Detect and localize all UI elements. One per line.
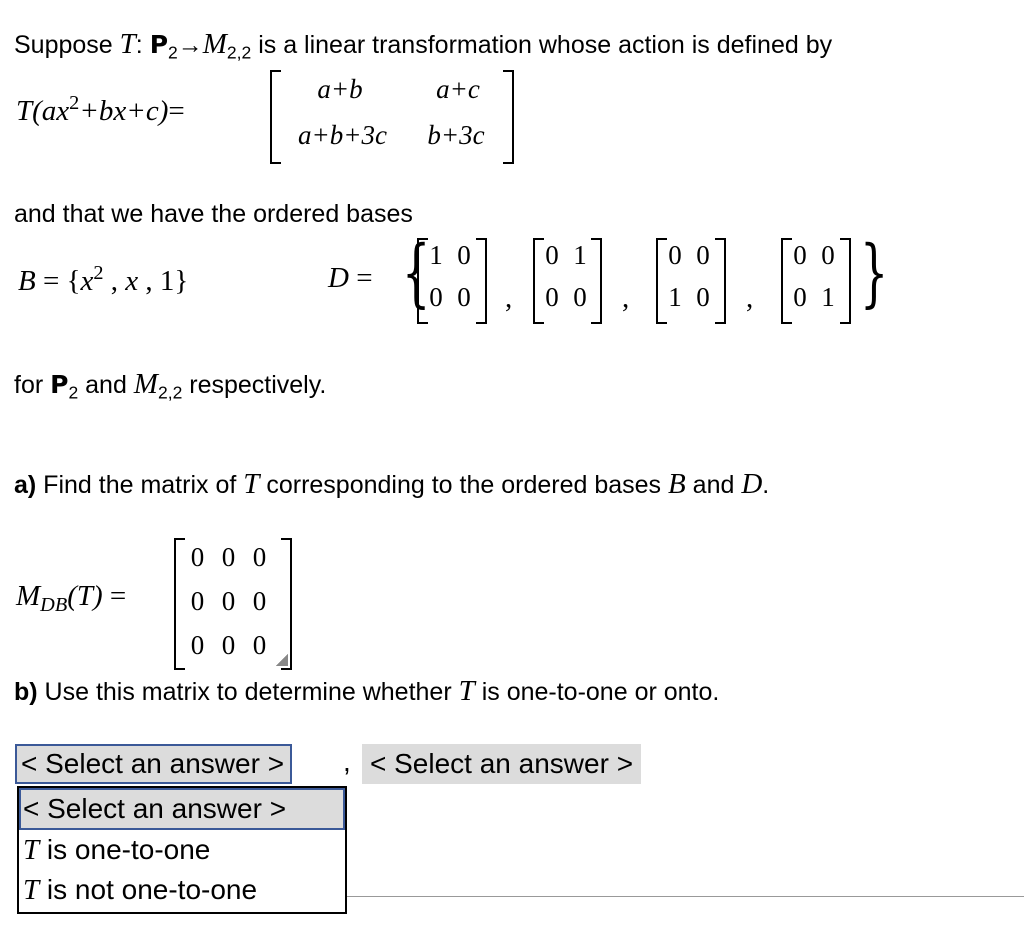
matrix-label xyxy=(16,580,126,617)
bases-intro: and that we have the ordered bases xyxy=(14,200,413,228)
part-b-label: b) xyxy=(14,678,38,706)
definition-bracket-right xyxy=(503,70,514,164)
definition-m21: a+b+3c xyxy=(298,120,387,150)
D-matrix-2-cell: 0 xyxy=(545,282,559,312)
resp-text-2: respectively. xyxy=(182,371,327,399)
matrix-label-M: M xyxy=(16,580,41,612)
symbol-P: P xyxy=(149,30,169,59)
definition-m11: a+b xyxy=(317,74,363,104)
symbol-D: D xyxy=(741,468,763,500)
select-onto-value: < Select an answer > xyxy=(370,748,634,779)
P-subscript: 2 xyxy=(68,382,79,403)
D-close-brace: } xyxy=(860,230,889,316)
definition-lhs xyxy=(16,92,185,128)
D-equals: = xyxy=(356,262,373,294)
option-placeholder-text: < Select an answer > xyxy=(23,793,287,824)
dropdown-option-one-to-one[interactable] xyxy=(19,832,210,868)
intro-text-1: Suppose xyxy=(14,31,120,59)
D-matrix-1-cell: 0 xyxy=(457,282,471,312)
B-open-brace: { xyxy=(66,265,81,298)
D-comma-1: , xyxy=(505,282,513,314)
dropdown-list xyxy=(17,786,347,914)
matrix-input-r3c3[interactable] xyxy=(246,627,273,664)
matrix-input-r2c1[interactable] xyxy=(184,583,211,620)
symbol-T: T xyxy=(119,28,136,60)
lhs-square: 2 xyxy=(69,92,80,114)
D-matrix-2-bracket-right xyxy=(591,238,602,324)
D-matrix-2-cell: 0 xyxy=(545,240,559,270)
B-element-x2: x xyxy=(80,265,94,298)
part-a-question xyxy=(14,468,769,501)
answer-separator: , xyxy=(343,746,351,777)
B-equals: = xyxy=(42,265,60,298)
part-a-text-1: Find the matrix of xyxy=(36,471,244,499)
symbol-T: T xyxy=(458,675,475,707)
D-matrix-1-cell: 0 xyxy=(429,282,443,312)
D-matrix-1-cell: 0 xyxy=(457,240,471,270)
D-comma-3: , xyxy=(746,282,754,314)
D-matrix-4-bracket-right xyxy=(840,238,851,324)
D-matrix-2-cell: 1 xyxy=(573,240,587,270)
matrix-input-r1c2[interactable] xyxy=(215,539,242,576)
D-matrix-1-bracket-right xyxy=(476,238,487,324)
lhs-ax: ax xyxy=(41,95,70,128)
matrix-input-r3c1[interactable] xyxy=(184,627,211,664)
select-one-to-one[interactable] xyxy=(15,744,292,784)
matrix-label-sub: DB xyxy=(40,594,68,617)
matrix-input-r1c3[interactable] xyxy=(246,539,273,576)
resp-text-1: for xyxy=(14,371,51,399)
select-onto[interactable] xyxy=(362,744,641,784)
lhs-close: ) xyxy=(158,95,169,128)
B-element-x2-exp: 2 xyxy=(93,262,104,284)
B-label: B xyxy=(18,265,36,298)
basis-B xyxy=(18,262,188,298)
B-element-x: x xyxy=(125,265,139,298)
matrix-input-r2c2[interactable] xyxy=(215,583,242,620)
D-matrix-3-cell: 0 xyxy=(696,240,710,270)
D-matrix-3-cell: 0 xyxy=(696,282,710,312)
D-matrix-2-cell: 0 xyxy=(573,282,587,312)
part-b-question xyxy=(14,675,719,708)
part-a-and: and xyxy=(685,471,742,499)
equals: = xyxy=(168,95,185,128)
option-not-one-to-one-text: is not one-to-one xyxy=(39,874,258,905)
colon: : xyxy=(135,31,143,59)
respectively-sentence xyxy=(14,368,326,403)
symbol-P: P xyxy=(50,370,69,399)
matrix-label-T: (T) xyxy=(67,580,103,612)
symbol-T: T xyxy=(243,468,260,500)
basis-D-label xyxy=(328,262,373,295)
D-matrix-4-cell: 0 xyxy=(793,282,807,312)
matrix-input-r3c2[interactable] xyxy=(215,627,242,664)
D-comma-2: , xyxy=(622,282,630,314)
option-T: T xyxy=(23,834,40,866)
D-matrix-4-cell: 0 xyxy=(821,240,835,270)
option-T: T xyxy=(23,874,40,906)
lhs-T: T( xyxy=(16,95,42,128)
part-b-text-2: is one-to-one or onto. xyxy=(474,678,720,706)
D-matrix-1-cell: 1 xyxy=(429,240,443,270)
D-label: D xyxy=(328,262,349,294)
symbol-B: B xyxy=(668,468,686,500)
definition-m12: a+c xyxy=(436,74,480,104)
arrow-icon: → xyxy=(177,31,203,59)
D-matrix-3-bracket-right xyxy=(715,238,726,324)
B-comma-2: , xyxy=(145,265,153,298)
matrix-input-r1c1[interactable] xyxy=(184,539,211,576)
resize-grip-icon[interactable] xyxy=(276,654,288,666)
matrix-equals: = xyxy=(109,580,127,612)
D-matrix-3-cell: 1 xyxy=(668,282,682,312)
P-subscript: 2 xyxy=(168,42,178,63)
select-one-to-one-value: < Select an answer > xyxy=(21,748,285,779)
D-matrix-4-cell: 1 xyxy=(821,282,835,312)
D-open-brace: { xyxy=(402,230,431,316)
matrix-input-r2c3[interactable] xyxy=(246,583,273,620)
part-a-text-2: corresponding to the ordered bases xyxy=(259,471,668,499)
lhs-rest: +bx+c xyxy=(79,95,159,128)
symbol-M: M xyxy=(202,28,227,60)
dropdown-option-placeholder[interactable] xyxy=(19,788,345,830)
part-b-text-1: Use this matrix to determine whether xyxy=(37,678,459,706)
answer-matrix-bracket-right xyxy=(281,538,292,670)
B-comma-1: , xyxy=(110,265,119,298)
D-matrix-4-cell: 0 xyxy=(793,240,807,270)
resp-and: and xyxy=(78,371,134,399)
horizontal-rule xyxy=(347,896,1024,897)
B-close-brace: } xyxy=(174,265,189,298)
M-subscript: 2,2 xyxy=(157,382,183,403)
intro-sentence xyxy=(14,28,832,63)
definition-m22: b+3c xyxy=(427,120,485,150)
option-one-to-one-text: is one-to-one xyxy=(39,834,211,865)
symbol-M: M xyxy=(133,368,158,400)
part-a-period: . xyxy=(762,471,770,499)
part-a-label: a) xyxy=(14,471,37,499)
intro-text-2: is a linear transformation whose action is defined by xyxy=(251,31,833,59)
B-element-1: 1 xyxy=(159,265,175,298)
M-subscript: 2,2 xyxy=(226,42,252,63)
D-matrix-3-cell: 0 xyxy=(668,240,682,270)
dropdown-option-not-one-to-one[interactable] xyxy=(19,872,257,908)
